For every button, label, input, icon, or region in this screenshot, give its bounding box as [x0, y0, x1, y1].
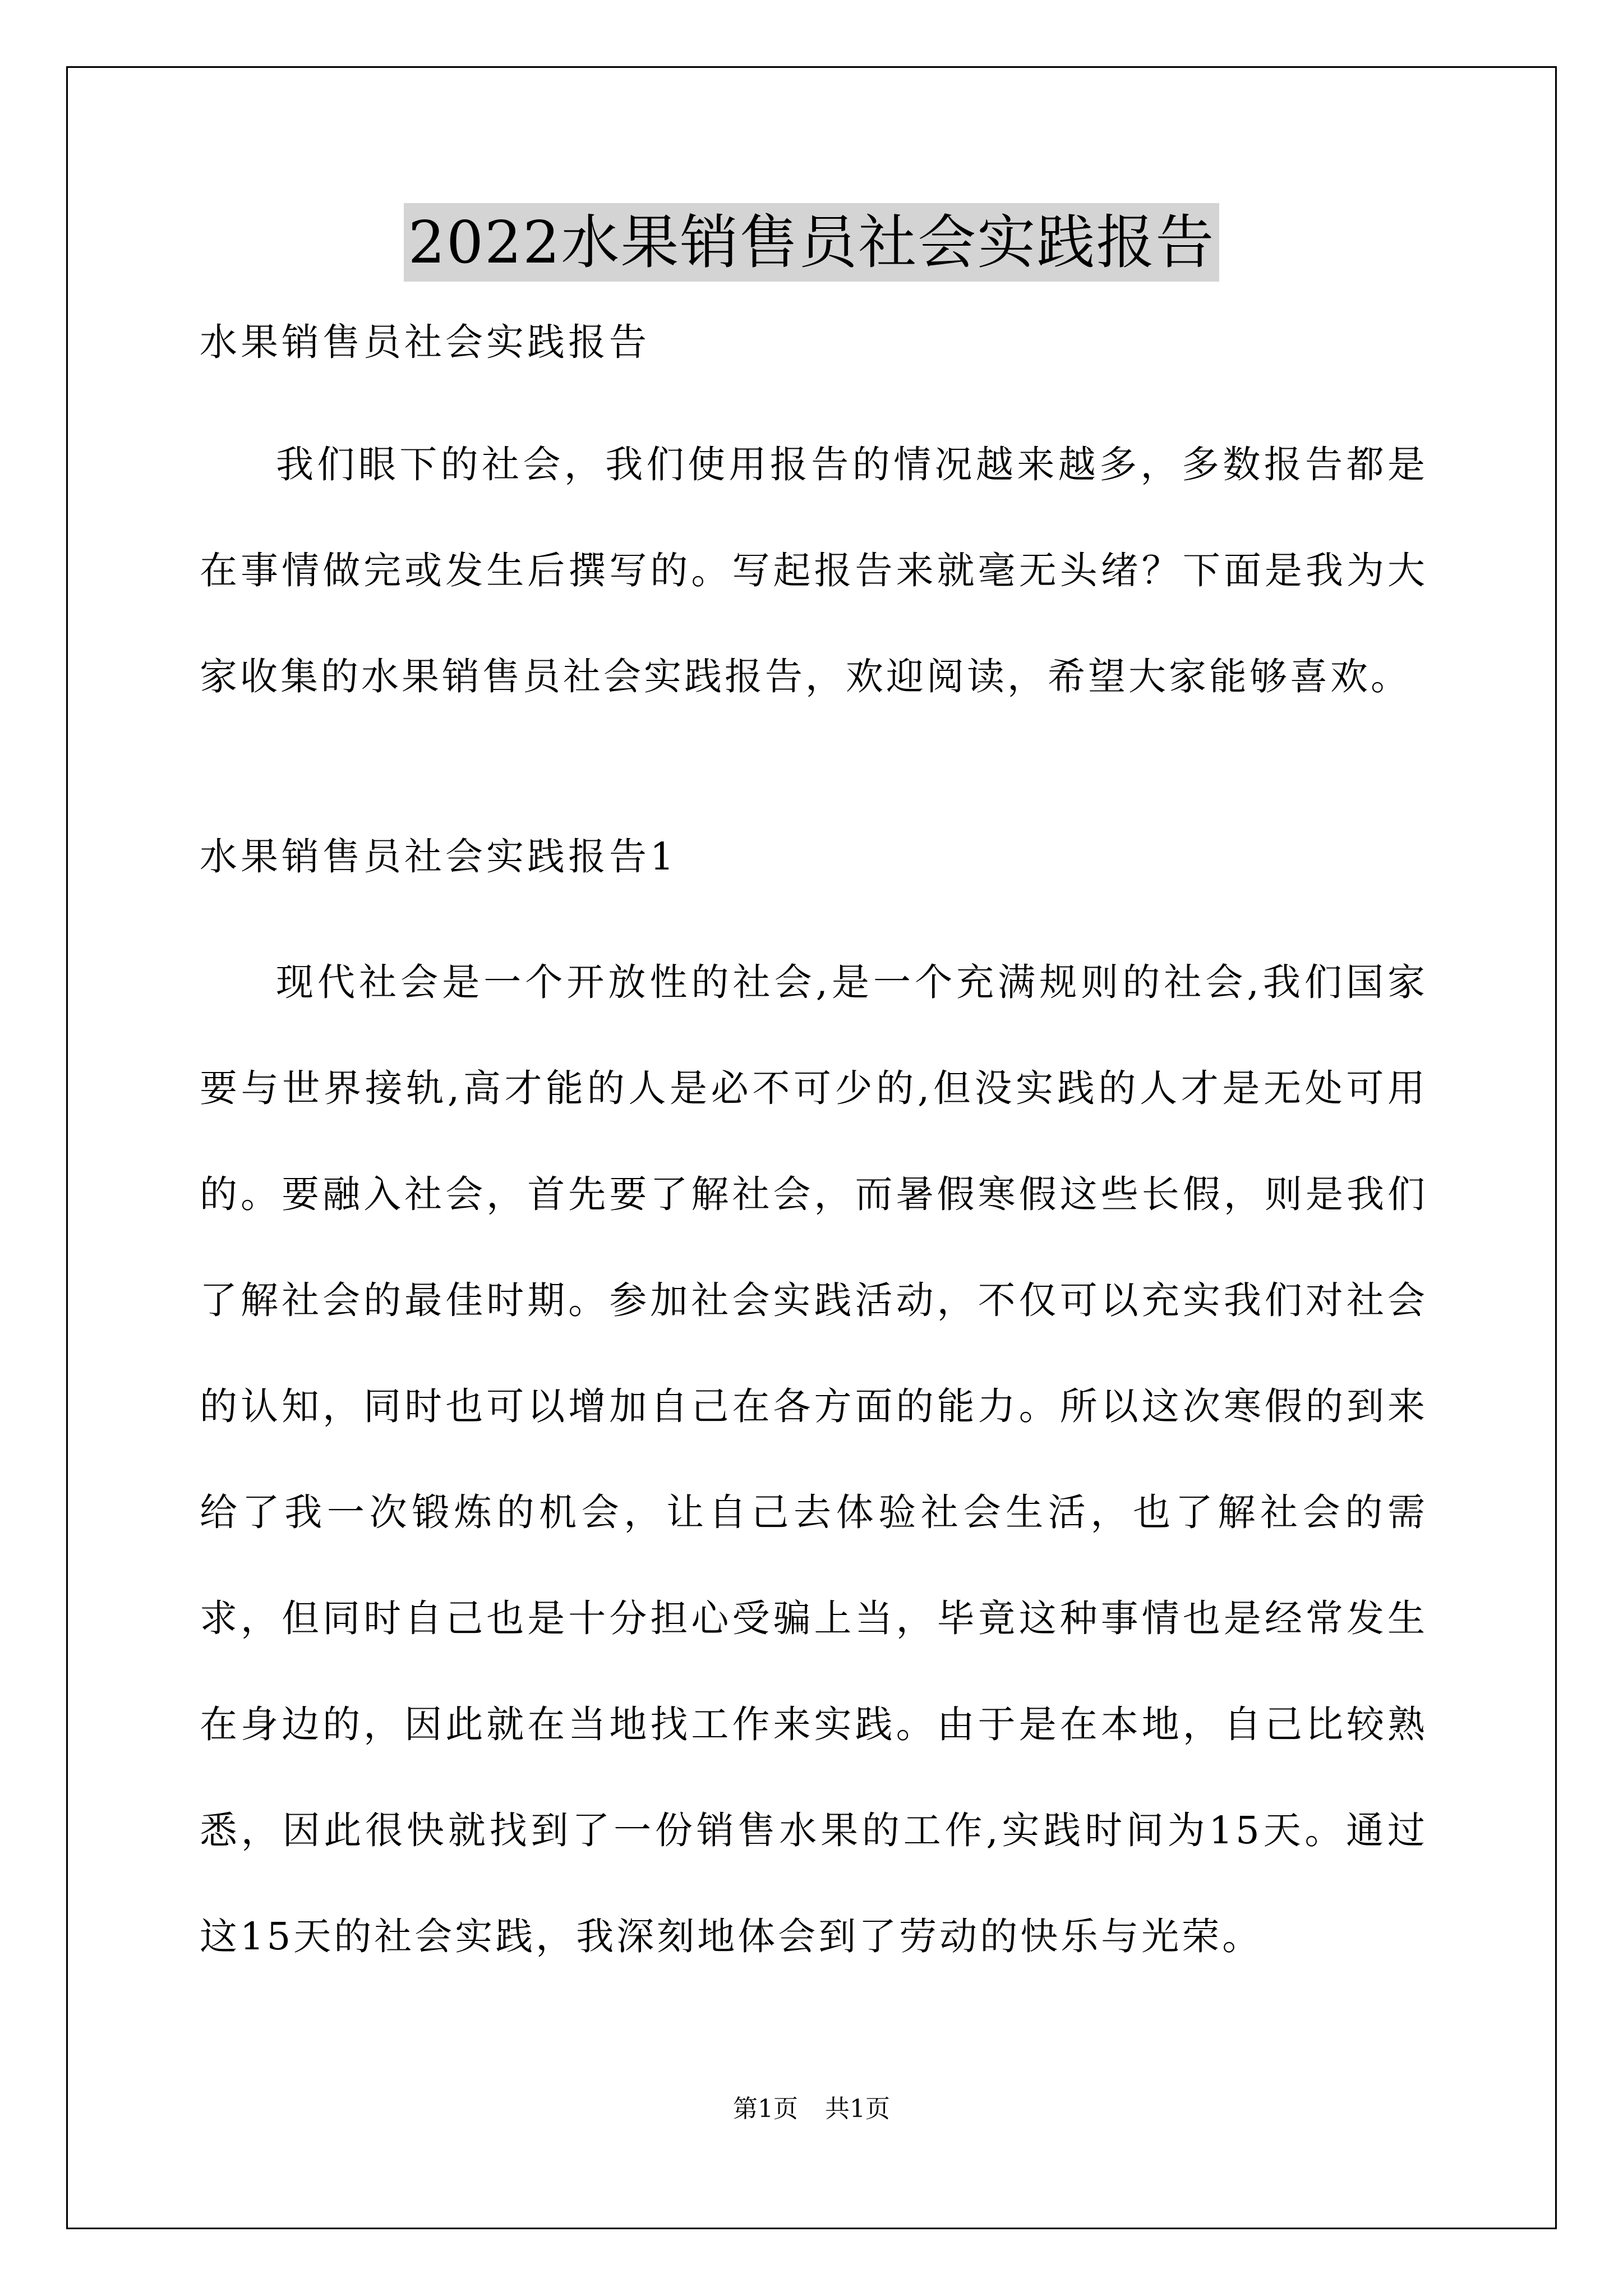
body-paragraph: 现代社会是一个开放性的社会,是一个充满规则的社会,我们国家要与世界接轨,高才能的人是必不可少的,但没实践的人才是无处可用的。要融入社会，首先要了解社会，而暑假寒假这些长假，则是我们了解社会的最佳时期。参加社会实践活动，不仅可以充实我们对社会的认知，同时也可以增加自己在各方面的能力。所以这次寒假的到来给了我一次锻炼的机会，让自己去体验社会生活，也了解社会的需求，但同时自己也是十分担心受骗上当，毕竟这种事情也是经常发生在身边的，因此就在当地找工作来实践。由于是在本地，自己比较熟悉，因此很快就找到了一份销售水果的工作,实践时间为15天。通过这15天的社会实践，我深刻地体会到了劳动的快乐与光荣。	[200, 960, 1428, 1958]
section-heading: 水果销售员社会实践报告1	[200, 835, 677, 878]
document-title: 2022水果销售员社会实践报告	[404, 203, 1220, 282]
intro-paragraph: 我们眼下的社会，我们使用报告的情况越来越多，多数报告都是在事情做完或发生后撰写的。写起报告来就毫无头绪？下面是我为大家收集的水果销售员社会实践报告，欢迎阅读，希望大家能够喜欢。	[200, 443, 1428, 698]
page-number-current: 第1页	[733, 2095, 798, 2123]
page-number-total: 共1页	[825, 2095, 890, 2123]
document-body	[200, 314, 1428, 1990]
title-area	[0, 203, 1623, 282]
document-subheading: 水果销售员社会实践报告	[200, 320, 650, 364]
page-footer	[0, 2092, 1623, 2126]
